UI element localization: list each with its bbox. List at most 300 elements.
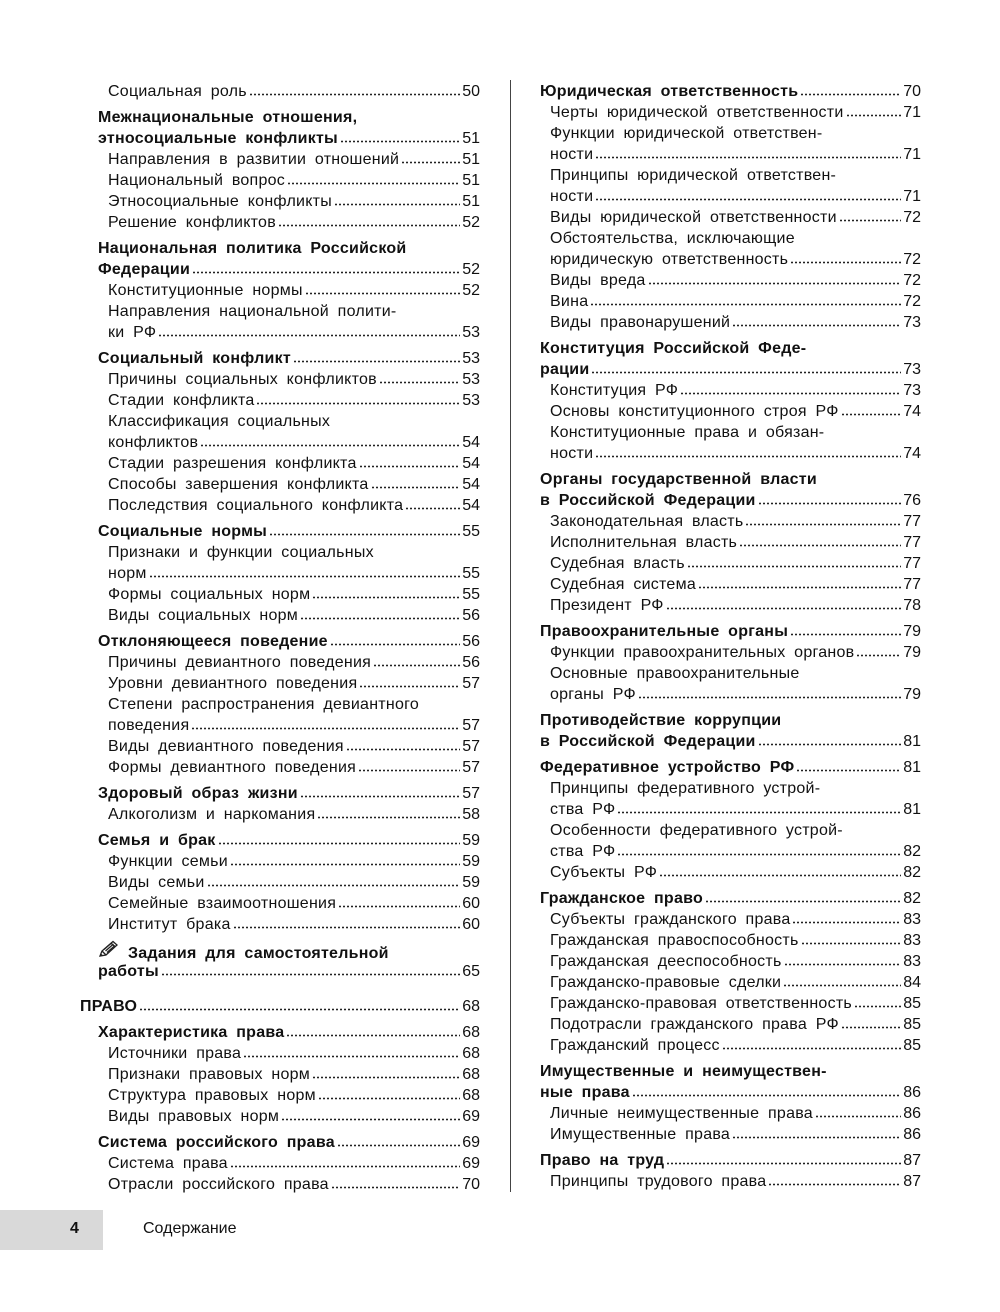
toc-entry [540, 799, 921, 820]
toc-entry-title: Имущественные права [550, 1126, 731, 1143]
toc-heading [540, 621, 921, 642]
toc-entry [540, 1103, 921, 1124]
toc-page-number: 57 [462, 717, 480, 734]
toc-page-number: 59 [462, 832, 480, 849]
toc-heading [540, 469, 921, 490]
toc-entry [80, 851, 480, 872]
toc-entry [80, 694, 480, 715]
toc-entry-title: норм [108, 565, 147, 582]
toc-entry [540, 380, 921, 401]
toc-entry [80, 1174, 480, 1195]
toc-entry [540, 553, 921, 574]
toc-entry [540, 102, 921, 123]
toc-entry-title: Гражданско-правовые сделки [550, 974, 782, 991]
toc-page-number: 56 [462, 654, 480, 671]
toc-page-number: 74 [903, 445, 921, 462]
toc-entry-title: Основные правоохранительные [550, 665, 800, 682]
toc-entry [540, 862, 921, 883]
toc-entry-title: Последствия социального конфликта [108, 497, 404, 514]
toc-page-number: 82 [903, 864, 921, 881]
toc-entry [540, 401, 921, 422]
toc-entry-title: поведения [108, 717, 190, 734]
toc-page-number: 57 [462, 675, 480, 692]
dot-leader [815, 1115, 901, 1118]
toc-page-number: 81 [903, 759, 921, 776]
toc-entry [80, 212, 480, 233]
dot-leader [312, 1076, 460, 1079]
dot-leader [768, 1183, 901, 1186]
toc-entry [80, 605, 480, 626]
dot-leader [846, 114, 902, 117]
toc-entry-title: Система права [108, 1155, 228, 1172]
toc-page-number: 70 [462, 1176, 480, 1193]
toc-heading [80, 631, 480, 652]
toc-page-number: 82 [903, 843, 921, 860]
toc-heading [540, 1082, 921, 1103]
column-divider [510, 80, 511, 1192]
toc-page-number: 79 [903, 623, 921, 640]
toc-entry [540, 123, 921, 144]
toc-entry-title: ПРАВО [80, 998, 138, 1015]
toc-page-number: 85 [903, 995, 921, 1012]
toc-entry-title: Субъекты РФ [550, 864, 658, 881]
toc-entry-title: Принципы федеративного устрой- [550, 780, 821, 797]
toc-entry [80, 453, 480, 474]
toc-entry [540, 841, 921, 862]
toc-entry [540, 663, 921, 684]
toc-page-number: 74 [903, 403, 921, 420]
toc-page-number: 73 [903, 361, 921, 378]
toc-heading [540, 731, 921, 752]
toc-page-number: 77 [903, 576, 921, 593]
toc-entry-title: Способы завершения конфликта [108, 476, 369, 493]
toc-entry-title: Судебная система [550, 576, 696, 593]
toc-page-number: 77 [903, 555, 921, 572]
toc-entry-title: Стадии разрешения конфликта [108, 455, 357, 472]
dot-leader [269, 533, 460, 536]
toc-heading [540, 1150, 921, 1171]
toc-entry-title: Гражданское право [540, 890, 703, 907]
toc-entry-title: Виды правонарушений [550, 314, 731, 331]
toc-entry-title: Исполнительная власть [550, 534, 738, 551]
toc-entry-title: Принципы юридической ответствен- [550, 167, 837, 184]
dot-leader [338, 905, 460, 908]
toc-entry-title: Межнациональные отношения, [98, 109, 358, 126]
toc-page-number: 86 [903, 1126, 921, 1143]
toc-entry [540, 249, 921, 270]
toc-heading [80, 521, 480, 542]
toc-heading [80, 961, 480, 982]
toc-entry-title: Функции семьи [108, 853, 228, 870]
toc-entry [80, 652, 480, 673]
toc-entry-title: Федеративное устройство РФ [540, 759, 795, 776]
dot-leader [331, 1186, 460, 1189]
toc-entry-title: ные права [540, 1084, 630, 1101]
toc-page-number: 81 [903, 733, 921, 750]
toc-entry-title: Органы государственной власти [540, 471, 817, 488]
dot-leader [595, 198, 901, 201]
toc-entry-title: Имущественные и неимуществен- [540, 1063, 827, 1080]
toc-entry-title: Классификация социальных [108, 413, 331, 430]
dot-leader [191, 727, 460, 730]
dot-leader [856, 654, 901, 657]
toc-entry-title: Здоровый образ жизни [98, 785, 298, 802]
dot-leader [287, 182, 460, 185]
toc-heading [540, 359, 921, 380]
toc-page-number: 68 [462, 1045, 480, 1062]
toc-entry-title: Задания для самостоятельной [128, 945, 389, 962]
dot-leader [293, 360, 460, 363]
toc-heading [80, 940, 480, 961]
dot-leader [243, 1055, 460, 1058]
toc-entry-title: Национальная политика Российской [98, 240, 407, 257]
toc-heading [80, 1132, 480, 1153]
toc-page-number: 69 [462, 1134, 480, 1151]
toc-page-number: 59 [462, 853, 480, 870]
toc-entry [80, 804, 480, 825]
toc-entry [80, 495, 480, 516]
toc-entry [80, 872, 480, 893]
toc-page-number: 55 [462, 565, 480, 582]
toc-entry-title: Юридическая ответственность [540, 83, 799, 100]
toc-page-number: 83 [903, 911, 921, 928]
dot-leader [590, 303, 901, 306]
toc-entry [540, 291, 921, 312]
toc-entry [80, 757, 480, 778]
toc-page-number: 78 [903, 597, 921, 614]
toc-entry-title: ности [550, 146, 594, 163]
toc-entry-title: Характеристика права [98, 1024, 285, 1041]
dot-leader [359, 465, 461, 468]
toc-entry-title: Функции правоохранительных органов [550, 644, 855, 661]
toc-page-number: 87 [903, 1152, 921, 1169]
toc-page-number: 54 [462, 497, 480, 514]
running-title: Содержание [143, 1220, 237, 1237]
toc-page-number: 86 [903, 1084, 921, 1101]
toc-entry [540, 993, 921, 1014]
toc-page-number: 84 [903, 974, 921, 991]
toc-entry [540, 1014, 921, 1035]
toc-entry [540, 972, 921, 993]
toc-entry-title: Уровни девиантного поведения [108, 675, 358, 692]
dot-leader [278, 224, 460, 227]
toc-heading [80, 830, 480, 851]
toc-page-number: 79 [903, 644, 921, 661]
toc-entry-title: Признаки правовых норм [108, 1066, 311, 1083]
dot-leader [758, 502, 902, 505]
dot-leader [401, 161, 460, 164]
toc-page-number: 83 [903, 932, 921, 949]
dot-leader [745, 523, 901, 526]
toc-entry [540, 642, 921, 663]
dot-leader [249, 93, 460, 96]
toc-entry-title: Законодательная власть [550, 513, 744, 530]
dot-leader [346, 748, 460, 751]
toc-entry-title: Формы девиантного поведения [108, 759, 357, 776]
toc-entry-title: Решение конфликтов [108, 214, 276, 231]
toc-page-number: 83 [903, 953, 921, 970]
toc-entry-title: Вина [550, 293, 589, 310]
toc-heading [80, 259, 480, 280]
toc-entry-title: Конституционные нормы [108, 282, 303, 299]
toc-heading [80, 348, 480, 369]
toc-page-number: 87 [903, 1173, 921, 1190]
toc-page-number: 77 [903, 513, 921, 530]
dot-leader [595, 156, 901, 159]
toc-heading [80, 1022, 480, 1043]
dot-leader [233, 926, 461, 929]
toc-heading [540, 1061, 921, 1082]
toc-entry [540, 144, 921, 165]
dot-leader [739, 544, 901, 547]
toc-entry-title: Конституционные права и обязан- [550, 424, 825, 441]
toc-page-number: 72 [903, 209, 921, 226]
dot-leader [318, 1097, 460, 1100]
toc-page-number: 55 [462, 523, 480, 540]
toc-entry-title: конфликтов [108, 434, 199, 451]
toc-entry-title: Гражданско-правовая ответственность [550, 995, 852, 1012]
dot-leader [334, 203, 460, 206]
dot-leader [149, 575, 461, 578]
toc-entry [80, 584, 480, 605]
dot-leader [659, 874, 901, 877]
dot-leader [591, 371, 901, 374]
toc-page-number: 52 [462, 282, 480, 299]
toc-entry [80, 1064, 480, 1085]
toc-page-number: 59 [462, 874, 480, 891]
toc-page-number: 72 [903, 251, 921, 268]
toc-entry [80, 432, 480, 453]
toc-page-number: 68 [462, 1024, 480, 1041]
toc-entry-title: Гражданский процесс [550, 1037, 720, 1054]
toc-entry [540, 1171, 921, 1192]
toc-entry-title: Степени распространения девиантного [108, 696, 419, 713]
toc-entry [80, 81, 480, 102]
dot-leader [230, 863, 460, 866]
dot-leader [371, 486, 461, 489]
toc-heading [80, 783, 480, 804]
dot-leader [337, 1144, 460, 1147]
dot-leader [312, 596, 460, 599]
dot-leader [218, 842, 461, 845]
toc-entry-title: юридическую ответственность [550, 251, 789, 268]
toc-page-number: 85 [903, 1037, 921, 1054]
toc-entry-title: Национальный вопрос [108, 172, 286, 189]
toc-entry-title: ности [550, 445, 594, 462]
toc-entry-title: Семья и брак [98, 832, 216, 849]
toc-entry [80, 301, 480, 322]
toc-entry [80, 914, 480, 935]
toc-entry-title: ства РФ [550, 843, 616, 860]
toc-page-number: 71 [903, 146, 921, 163]
toc-page-number: 82 [903, 890, 921, 907]
toc-entry-title: Президент РФ [550, 597, 664, 614]
toc-entry [540, 186, 921, 207]
toc-heading [540, 757, 921, 778]
dot-leader [758, 743, 902, 746]
toc-entry [540, 574, 921, 595]
toc-left-column [80, 81, 480, 1195]
toc-entry-title: этносоциальные конфликты [98, 130, 338, 147]
toc-entry-title: Этносоциальные конфликты [108, 193, 332, 210]
toc-right-column [540, 81, 921, 1192]
toc-entry-title: Институт брака [108, 916, 231, 933]
dot-leader [632, 1094, 901, 1097]
toc-entry [540, 778, 921, 799]
toc-entry-title: Противодействие коррупции [540, 712, 782, 729]
toc-page-number: 54 [462, 476, 480, 493]
toc-page-number: 65 [462, 963, 480, 980]
toc-page-number: 72 [903, 293, 921, 310]
toc-entry-title: Виды вреда [550, 272, 646, 289]
dot-leader [839, 219, 901, 222]
toc-entry-title: Формы социальных норм [108, 586, 311, 603]
toc-entry-title: Виды девиантного поведения [108, 738, 344, 755]
toc-entry [80, 1085, 480, 1106]
toc-entry-title: Структура правовых норм [108, 1087, 316, 1104]
toc-entry-title: ки РФ [108, 324, 157, 341]
toc-entry-title: Конституция Российской Феде- [540, 340, 807, 357]
toc-entry [540, 820, 921, 841]
toc-entry-title: Виды семьи [108, 874, 205, 891]
toc-page-number: 52 [462, 261, 480, 278]
dot-leader [841, 1026, 901, 1029]
toc-entry-title: Направления национальной полити- [108, 303, 397, 320]
toc-entry [80, 369, 480, 390]
dot-leader [854, 1005, 901, 1008]
toc-entry [80, 1043, 480, 1064]
dot-leader [340, 140, 460, 143]
toc-entry-title: Причины девиантного поведения [108, 654, 372, 671]
toc-entry [540, 207, 921, 228]
toc-page-number: 54 [462, 455, 480, 472]
dot-leader [230, 1165, 460, 1168]
toc-entry-title: в Российской Федерации [540, 733, 756, 750]
dot-leader [200, 444, 460, 447]
dot-leader [790, 633, 901, 636]
toc-entry [540, 951, 921, 972]
dot-leader [256, 402, 460, 405]
dot-leader [317, 816, 460, 819]
dot-leader [617, 853, 901, 856]
toc-page-number: 56 [462, 633, 480, 650]
toc-entry [80, 736, 480, 757]
toc-heading [540, 888, 921, 909]
toc-page-number: 51 [462, 130, 480, 147]
toc-entry [80, 893, 480, 914]
toc-entry [80, 390, 480, 411]
toc-page-number: 69 [462, 1108, 480, 1125]
toc-entry-title: Источники права [108, 1045, 242, 1062]
toc-entry [540, 1124, 921, 1145]
toc-entry [540, 684, 921, 705]
toc-entry-title: рации [540, 361, 590, 378]
dot-leader [698, 586, 901, 589]
dot-leader [687, 565, 901, 568]
toc-entry-title: Социальный конфликт [98, 350, 291, 367]
toc-entry-title: Гражданская правоспособность [550, 932, 799, 949]
toc-entry [80, 322, 480, 343]
toc-entry-title: Личные неимущественные права [550, 1105, 813, 1122]
toc-page-number: 76 [903, 492, 921, 509]
dot-leader [161, 973, 460, 976]
toc-entry-title: Отрасли российского права [108, 1176, 329, 1193]
toc-entry-title: Обстоятельства, исключающие [550, 230, 795, 247]
toc-entry [540, 228, 921, 249]
toc-entry-title: Виды социальных норм [108, 607, 299, 624]
toc-entry-title: Подотрасли гражданского права РФ [550, 1016, 839, 1033]
toc-page-number: 85 [903, 1016, 921, 1033]
toc-entry [540, 595, 921, 616]
dot-leader [648, 282, 902, 285]
dot-leader [286, 1034, 460, 1037]
toc-page-number: 52 [462, 214, 480, 231]
dot-leader [796, 769, 901, 772]
toc-page-number: 51 [462, 151, 480, 168]
toc-entry-title: в Российской Федерации [540, 492, 756, 509]
dot-leader [595, 455, 901, 458]
toc-entry-title: Причины социальных конфликтов [108, 371, 377, 388]
toc-page-number: 68 [462, 1087, 480, 1104]
toc-page-number: 57 [462, 785, 480, 802]
toc-entry [80, 474, 480, 495]
toc-entry [80, 191, 480, 212]
toc-entry [540, 1035, 921, 1056]
toc-entry-title: Черты юридической ответственности [550, 104, 844, 121]
toc-entry-title: Система российского права [98, 1134, 335, 1151]
toc-page-number: 73 [903, 314, 921, 331]
toc-entry [80, 563, 480, 584]
toc-entry [80, 411, 480, 432]
dot-leader [784, 963, 902, 966]
toc-heading [540, 710, 921, 731]
toc-heading [540, 338, 921, 359]
toc-page-number: 51 [462, 172, 480, 189]
toc-entry-title: Судебная власть [550, 555, 685, 572]
toc-entry-title: Отклоняющееся поведение [98, 633, 328, 650]
toc-entry [540, 909, 921, 930]
dot-leader [281, 1118, 460, 1121]
dot-leader [800, 93, 901, 96]
toc-page-number: 86 [903, 1105, 921, 1122]
toc-entry [540, 165, 921, 186]
toc-page-number: 79 [903, 686, 921, 703]
toc-page-number: 69 [462, 1155, 480, 1172]
toc-entry-title: Стадии конфликта [108, 392, 255, 409]
toc-entry-title: Социальная роль [108, 83, 247, 100]
toc-entry-title: Функции юридической ответствен- [550, 125, 823, 142]
toc-page-number: 72 [903, 272, 921, 289]
toc-page-number: 60 [462, 916, 480, 933]
dot-leader [732, 324, 901, 327]
toc-heading [80, 238, 480, 259]
toc-entry-title: Алкоголизм и наркомания [108, 806, 316, 823]
toc-entry [540, 312, 921, 333]
dot-leader [705, 900, 901, 903]
dot-leader [732, 1136, 901, 1139]
dot-leader [359, 685, 460, 688]
dot-leader [801, 942, 902, 945]
toc-entry-title: Семейные взаимоотношения [108, 895, 337, 912]
toc-entry-title: Правоохранительные органы [540, 623, 789, 640]
toc-page-number: 55 [462, 586, 480, 603]
toc-entry [80, 1106, 480, 1127]
toc-entry-title: Виды юридической ответственности [550, 209, 837, 226]
toc-entry [80, 170, 480, 191]
toc-page-number: 60 [462, 895, 480, 912]
dot-leader [783, 984, 901, 987]
toc-entry-title: органы РФ [550, 686, 636, 703]
